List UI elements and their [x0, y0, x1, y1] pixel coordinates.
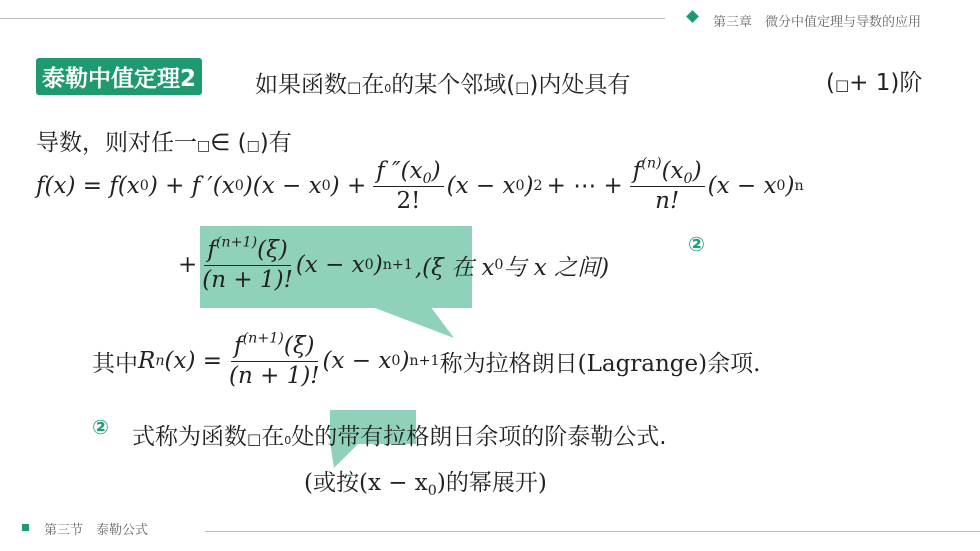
taylor-formula-remainder: + $\frac{f^{(n+1)}(\xi)}{(n + 1)!}$ (x − x 0 ) n+1 ,(ξ 在 x 0 与 x 之间) [178, 234, 610, 293]
note-text: 式称为函数□在0处的带有拉格朗日余项的阶泰勒公式. [132, 424, 667, 450]
order-text: (□+ 1)阶 [826, 70, 923, 96]
placeholder-box: □ [515, 78, 530, 96]
placeholder-box: □ [347, 78, 362, 96]
placeholder-box: □ [247, 430, 262, 448]
theorem-line-1: 如果函数□在0的某个邻域(□)内处具有 [255, 72, 631, 98]
fraction-nth-derivative: $\frac{f^{(n)}(x_0)}{n!}$ [630, 159, 705, 212]
footer-square-icon [22, 524, 29, 531]
header-line [0, 18, 665, 19]
equation-marker: ② [688, 232, 705, 256]
chapter-title: 第三章 微分中值定理与导数的应用 [713, 15, 922, 30]
placeholder-sub: 0 [384, 82, 392, 95]
theorem-line-2: 导数，则对任一□∈ (□)有 [36, 130, 292, 156]
expand-note: (或按$(x - x_0)$的幂展开) [304, 470, 547, 499]
fraction-remainder: $\frac{f^{(n+1)}(\xi)}{(n + 1)!}$ [202, 234, 293, 293]
placeholder-box: □ [197, 138, 211, 154]
diamond-icon [686, 10, 699, 23]
placeholder-box: □ [246, 138, 260, 154]
theorem-badge: 泰勒中值定理2 [36, 58, 202, 95]
fraction-second-derivative: $\frac{f ''(x_0)}{2!}$ [373, 159, 443, 212]
placeholder-box: □ [834, 76, 850, 94]
footer-line [205, 531, 980, 532]
taylor-formula-main: f(x) = f(x 0 ) + f ′(x 0 )(x − x 0 ) + $\frac{f ''(x_0)}{2!}$ (x − x 0 ) 2 + ⋯ + $\frac{f^{(n)}(x_0)}{n!}$ (x − x 0 ) n [36, 155, 804, 214]
section-title: 第三节 泰勒公式 [44, 523, 149, 538]
note-marker: ② [92, 415, 109, 439]
fraction-lagrange: $\frac{f^{(n+1)}(\xi)}{(n + 1)!}$ [229, 330, 320, 389]
remainder-definition: 其中 R n (x) = $\frac{f^{(n+1)}(\xi)}{(n + 1)!}$ (x − x 0 ) n+1 称为拉格朗日(Lagrange)余项. [92, 330, 761, 389]
